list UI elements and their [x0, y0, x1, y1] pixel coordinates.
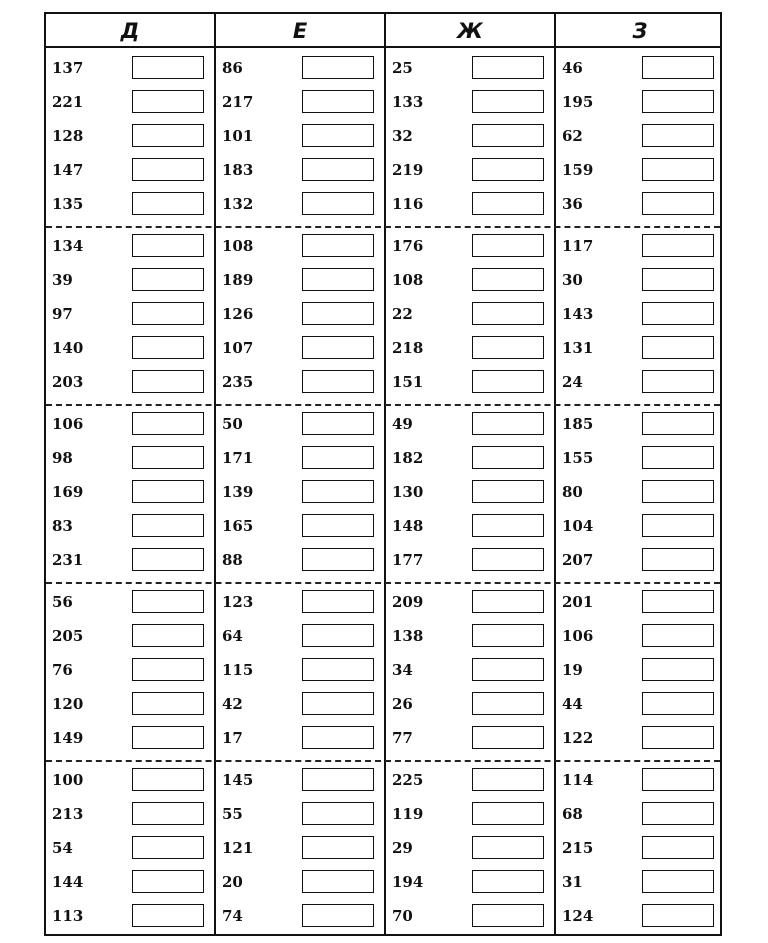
item-number: 185 [562, 415, 594, 433]
item-number: 77 [392, 729, 413, 747]
answer-box[interactable] [472, 726, 544, 749]
answer-box[interactable] [302, 412, 374, 435]
item-number: 235 [222, 373, 254, 391]
answer-box[interactable] [642, 480, 714, 503]
item-number: 116 [392, 195, 424, 213]
column-title: Д [120, 19, 140, 43]
answer-box[interactable] [132, 370, 204, 393]
answer-box[interactable] [472, 590, 544, 613]
answer-box[interactable] [132, 726, 204, 749]
answer-box[interactable] [642, 192, 714, 215]
answer-box[interactable] [642, 336, 714, 359]
table-header [46, 14, 720, 48]
answer-box[interactable] [132, 158, 204, 181]
item-number: 217 [222, 93, 254, 111]
item-number: 177 [392, 551, 424, 569]
answer-box[interactable] [302, 124, 374, 147]
answer-box[interactable] [302, 658, 374, 681]
item-number: 139 [222, 483, 254, 501]
item-number: 106 [52, 415, 84, 433]
answer-box[interactable] [642, 726, 714, 749]
answer-box[interactable] [472, 234, 544, 257]
answer-box[interactable] [642, 692, 714, 715]
item-number: 148 [392, 517, 424, 535]
answer-box[interactable] [472, 836, 544, 859]
answer-box[interactable] [642, 802, 714, 825]
answer-box[interactable] [302, 836, 374, 859]
answer-box[interactable] [472, 658, 544, 681]
answer-box[interactable] [132, 124, 204, 147]
answer-box[interactable] [302, 336, 374, 359]
item-number: 39 [52, 271, 73, 289]
item-number: 151 [392, 373, 424, 391]
answer-box[interactable] [302, 370, 374, 393]
item-number: 22 [392, 305, 413, 323]
item-number: 221 [52, 93, 84, 111]
answer-box[interactable] [472, 56, 544, 79]
answer-table [44, 12, 722, 936]
item-number: 215 [562, 839, 594, 857]
item-number: 50 [222, 415, 243, 433]
answer-box[interactable] [302, 268, 374, 291]
answer-box[interactable] [472, 514, 544, 537]
answer-box[interactable] [642, 268, 714, 291]
column-divider [554, 14, 556, 934]
answer-box[interactable] [132, 836, 204, 859]
column-title: Ж [457, 19, 483, 43]
item-number: 140 [52, 339, 84, 357]
item-number: 201 [562, 593, 594, 611]
item-number: 203 [52, 373, 84, 391]
answer-box[interactable] [132, 302, 204, 325]
answer-box[interactable] [302, 90, 374, 113]
item-number: 219 [392, 161, 424, 179]
item-number: 54 [52, 839, 73, 857]
item-number: 56 [52, 593, 73, 611]
answer-box[interactable] [472, 268, 544, 291]
item-number: 171 [222, 449, 254, 467]
item-number: 86 [222, 59, 243, 77]
answer-box[interactable] [302, 56, 374, 79]
item-number: 183 [222, 161, 254, 179]
item-number: 135 [52, 195, 84, 213]
answer-box[interactable] [132, 514, 204, 537]
answer-box[interactable] [302, 480, 374, 503]
answer-box[interactable] [132, 548, 204, 571]
answer-box[interactable] [132, 446, 204, 469]
item-number: 24 [562, 373, 583, 391]
answer-box[interactable] [132, 904, 204, 927]
answer-box[interactable] [472, 548, 544, 571]
answer-box[interactable] [302, 158, 374, 181]
item-number: 194 [392, 873, 424, 891]
item-number: 137 [52, 59, 84, 77]
item-number: 124 [562, 907, 594, 925]
answer-box[interactable] [472, 446, 544, 469]
item-number: 108 [222, 237, 254, 255]
item-number: 131 [562, 339, 594, 357]
item-number: 64 [222, 627, 243, 645]
answer-box[interactable] [472, 302, 544, 325]
item-number: 97 [52, 305, 73, 323]
answer-box[interactable] [302, 514, 374, 537]
item-number: 149 [52, 729, 84, 747]
item-number: 30 [562, 271, 583, 289]
answer-box[interactable] [472, 904, 544, 927]
item-number: 117 [562, 237, 594, 255]
answer-box[interactable] [642, 124, 714, 147]
item-number: 32 [392, 127, 413, 145]
answer-box[interactable] [302, 590, 374, 613]
item-number: 42 [222, 695, 243, 713]
item-number: 144 [52, 873, 84, 891]
answer-box[interactable] [132, 870, 204, 893]
item-number: 121 [222, 839, 254, 857]
answer-box[interactable] [642, 836, 714, 859]
item-number: 169 [52, 483, 84, 501]
answer-box[interactable] [642, 768, 714, 791]
column-title: Е [292, 19, 308, 43]
answer-box[interactable] [642, 412, 714, 435]
item-number: 55 [222, 805, 243, 823]
item-number: 115 [222, 661, 254, 679]
answer-box[interactable] [302, 624, 374, 647]
item-number: 80 [562, 483, 583, 501]
answer-box[interactable] [642, 370, 714, 393]
answer-box[interactable] [472, 336, 544, 359]
item-number: 189 [222, 271, 254, 289]
item-number: 68 [562, 805, 583, 823]
item-number: 88 [222, 551, 243, 569]
answer-box[interactable] [132, 658, 204, 681]
item-number: 74 [222, 907, 243, 925]
item-number: 123 [222, 593, 254, 611]
answer-box[interactable] [642, 548, 714, 571]
item-number: 17 [222, 729, 243, 747]
column-divider [214, 14, 216, 934]
item-number: 218 [392, 339, 424, 357]
item-number: 182 [392, 449, 424, 467]
item-number: 165 [222, 517, 254, 535]
item-number: 46 [562, 59, 583, 77]
item-number: 209 [392, 593, 424, 611]
answer-box[interactable] [132, 692, 204, 715]
item-number: 207 [562, 551, 594, 569]
item-number: 213 [52, 805, 84, 823]
answer-box[interactable] [642, 234, 714, 257]
column-divider [384, 14, 386, 934]
answer-box[interactable] [302, 548, 374, 571]
item-number: 106 [562, 627, 594, 645]
item-number: 143 [562, 305, 594, 323]
item-number: 130 [392, 483, 424, 501]
answer-box[interactable] [302, 726, 374, 749]
answer-box[interactable] [472, 768, 544, 791]
item-number: 25 [392, 59, 413, 77]
answer-box[interactable] [642, 590, 714, 613]
item-number: 76 [52, 661, 73, 679]
answer-box[interactable] [132, 192, 204, 215]
column-title: З [632, 19, 648, 43]
answer-box[interactable] [132, 768, 204, 791]
item-number: 159 [562, 161, 594, 179]
item-number: 145 [222, 771, 254, 789]
item-number: 70 [392, 907, 413, 925]
answer-box[interactable] [132, 234, 204, 257]
item-number: 120 [52, 695, 84, 713]
group-separator [46, 226, 720, 228]
answer-box[interactable] [302, 802, 374, 825]
item-number: 113 [52, 907, 84, 925]
answer-box[interactable] [132, 336, 204, 359]
answer-box[interactable] [472, 90, 544, 113]
answer-box[interactable] [132, 480, 204, 503]
item-number: 176 [392, 237, 424, 255]
answer-box[interactable] [302, 768, 374, 791]
answer-box[interactable] [302, 692, 374, 715]
answer-box[interactable] [132, 590, 204, 613]
group-separator [46, 760, 720, 762]
item-number: 122 [562, 729, 594, 747]
answer-box[interactable] [472, 124, 544, 147]
answer-box[interactable] [642, 158, 714, 181]
item-number: 36 [562, 195, 583, 213]
answer-box[interactable] [132, 412, 204, 435]
answer-box[interactable] [302, 870, 374, 893]
item-number: 138 [392, 627, 424, 645]
item-number: 133 [392, 93, 424, 111]
item-number: 31 [562, 873, 583, 891]
answer-box[interactable] [642, 302, 714, 325]
item-number: 132 [222, 195, 254, 213]
answer-box[interactable] [472, 624, 544, 647]
item-number: 98 [52, 449, 73, 467]
answer-box[interactable] [472, 870, 544, 893]
answer-box[interactable] [472, 158, 544, 181]
item-number: 126 [222, 305, 254, 323]
answer-box[interactable] [472, 480, 544, 503]
answer-box[interactable] [472, 192, 544, 215]
item-number: 147 [52, 161, 84, 179]
item-number: 225 [392, 771, 424, 789]
answer-box[interactable] [472, 802, 544, 825]
answer-box[interactable] [302, 234, 374, 257]
item-number: 195 [562, 93, 594, 111]
item-number: 119 [392, 805, 424, 823]
group-separator [46, 582, 720, 584]
item-number: 134 [52, 237, 84, 255]
item-number: 49 [392, 415, 413, 433]
item-number: 108 [392, 271, 424, 289]
answer-box[interactable] [642, 658, 714, 681]
answer-box[interactable] [642, 446, 714, 469]
item-number: 100 [52, 771, 84, 789]
item-number: 44 [562, 695, 583, 713]
answer-box[interactable] [472, 692, 544, 715]
item-number: 20 [222, 873, 243, 891]
answer-box[interactable] [132, 90, 204, 113]
item-number: 155 [562, 449, 594, 467]
answer-box[interactable] [642, 90, 714, 113]
answer-box[interactable] [642, 56, 714, 79]
answer-box[interactable] [642, 624, 714, 647]
answer-box[interactable] [642, 904, 714, 927]
answer-box[interactable] [132, 624, 204, 647]
item-number: 114 [562, 771, 594, 789]
item-number: 128 [52, 127, 84, 145]
item-number: 101 [222, 127, 254, 145]
answer-box[interactable] [472, 370, 544, 393]
item-number: 231 [52, 551, 84, 569]
item-number: 62 [562, 127, 583, 145]
item-number: 83 [52, 517, 73, 535]
answer-box[interactable] [472, 412, 544, 435]
answer-box[interactable] [132, 802, 204, 825]
answer-box[interactable] [302, 302, 374, 325]
item-number: 34 [392, 661, 413, 679]
item-number: 26 [392, 695, 413, 713]
answer-box[interactable] [302, 446, 374, 469]
answer-box[interactable] [642, 870, 714, 893]
answer-box[interactable] [132, 56, 204, 79]
item-number: 107 [222, 339, 254, 357]
item-number: 205 [52, 627, 84, 645]
answer-box[interactable] [642, 514, 714, 537]
answer-box[interactable] [302, 904, 374, 927]
answer-box[interactable] [302, 192, 374, 215]
item-number: 104 [562, 517, 594, 535]
answer-box[interactable] [132, 268, 204, 291]
item-number: 29 [392, 839, 413, 857]
item-number: 19 [562, 661, 583, 679]
group-separator [46, 404, 720, 406]
